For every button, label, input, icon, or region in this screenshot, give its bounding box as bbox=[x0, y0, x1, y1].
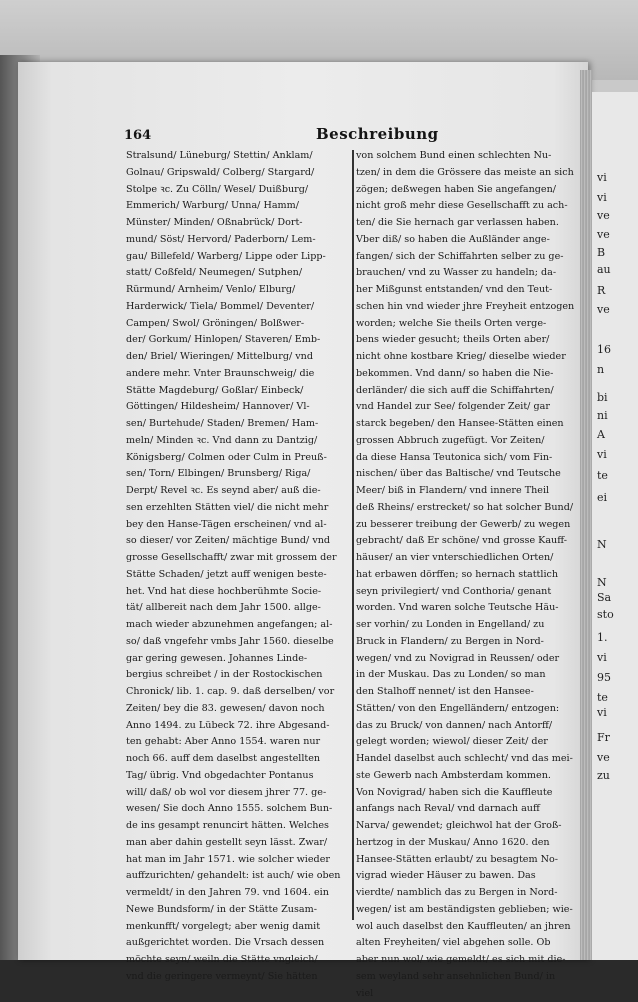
right-text-column bbox=[356, 148, 574, 1002]
text-line: häuser/ an vier vnterschiedlichen Orten/ bbox=[356, 550, 574, 567]
text-line: so/ daß vngefehr vmbs Jahr 1560. dieselbe bbox=[126, 634, 350, 651]
page-edges bbox=[580, 70, 592, 960]
next-page-text-fragment: 95 bbox=[597, 672, 611, 683]
text-line: sen/ Torn/ Elbingen/ Brunsberg/ Riga/ bbox=[126, 466, 350, 483]
next-page-text-fragment: B bbox=[597, 247, 605, 258]
next-page-text-fragment: Fr bbox=[597, 732, 610, 743]
text-line: schen hin vnd wieder jhre Freyheit entzogen bbox=[356, 299, 574, 316]
text-line: Harderwick/ Tiela/ Bommel/ Deventer/ bbox=[126, 299, 350, 316]
text-line: vermeldt/ in den Jahren 79. vnd 1604. ein bbox=[126, 885, 350, 902]
text-line: hat erbawen dörffen; so hernach stattlich bbox=[356, 567, 574, 584]
text-line: Stolpe ꝛc. Zu Cölln/ Wesel/ Duißburg/ bbox=[126, 182, 350, 199]
text-line: Vber diß/ so haben die Außländer ange- bbox=[356, 232, 574, 249]
next-page-text-fragment: N bbox=[597, 577, 607, 588]
next-page-text-fragment: ve bbox=[597, 210, 610, 221]
text-line: Newe Bundsform/ in der Stätte Zusam- bbox=[126, 902, 350, 919]
text-line: Campen/ Swol/ Gröningen/ Bolßwer- bbox=[126, 316, 350, 333]
next-page-text-fragment: 1. bbox=[597, 632, 608, 643]
text-line: nicht ohne kostbare Krieg/ dieselbe wieder bbox=[356, 349, 574, 366]
text-line: grosse Gesellschafft/ zwar mit grossem der bbox=[126, 550, 350, 567]
text-line: worden; welche Sie theils Orten verge- bbox=[356, 316, 574, 333]
text-line: möchte seyn/ weiln die Stätte vngleich/ bbox=[126, 952, 350, 969]
text-line: tzen/ in dem die Grössere das meiste an sich bbox=[356, 165, 574, 182]
text-line: deß Rheins/ erstrecket/ so hat solcher Bund/ bbox=[356, 500, 574, 517]
next-page-text-fragment: te bbox=[597, 470, 608, 481]
page-number: 164 bbox=[124, 128, 151, 143]
text-line: das zu Bruck/ von dannen/ nach Antorff/ bbox=[356, 718, 574, 735]
text-line: so dieser/ vor Zeiten/ mächtige Bund/ vnd bbox=[126, 533, 350, 550]
text-line: Stätten/ von den Engelländern/ entzogen: bbox=[356, 701, 574, 718]
text-line: ste Gewerb nach Ambsterdam kommen. bbox=[356, 768, 574, 785]
text-line: gebracht/ daß Er schöne/ vnd grosse Kauff- bbox=[356, 533, 574, 550]
next-page-fragment bbox=[592, 92, 638, 960]
text-line: Narva/ gewendet; gleichwol hat der Groß- bbox=[356, 818, 574, 835]
text-line: will/ daß/ ob wol vor diesem jhrer 77. ge- bbox=[126, 785, 350, 802]
text-line: Hansee-Stätten erlaubt/ zu besagtem No- bbox=[356, 852, 574, 869]
next-page-text-fragment: n bbox=[597, 364, 604, 375]
text-line: gelegt worden; wiewol/ dieser Zeit/ der bbox=[356, 734, 574, 751]
next-page-text-fragment: ve bbox=[597, 229, 610, 240]
text-line: Tag/ übrig. Vnd obgedachter Pontanus bbox=[126, 768, 350, 785]
left-text-column bbox=[126, 148, 350, 986]
text-line: derländer/ die sich auff die Schiffahrten/ bbox=[356, 383, 574, 400]
text-line: her Mißgunst entstanden/ vnd den Teut- bbox=[356, 282, 574, 299]
text-line: wol auch daselbst den Kauffleuten/ an jhren bbox=[356, 919, 574, 936]
text-line: wesen/ Sie doch Anno 1555. solchem Bun- bbox=[126, 801, 350, 818]
text-line: nicht groß mehr diese Gesellschafft zu ach- bbox=[356, 198, 574, 215]
text-line: den/ Briel/ Wieringen/ Mittelburg/ vnd bbox=[126, 349, 350, 366]
text-line: Bruck in Flandern/ zu Bergen in Nord- bbox=[356, 634, 574, 651]
text-line: seyn privilegiert/ vnd Conthoria/ genant bbox=[356, 584, 574, 601]
text-line: den Stalhoff nennet/ ist den Hansee- bbox=[356, 684, 574, 701]
text-line: Stätte Magdeburg/ Goßlar/ Einbeck/ bbox=[126, 383, 350, 400]
text-line: starck begeben/ den Hansee-Stätten einen bbox=[356, 416, 574, 433]
text-line: mach wieder abzunehmen angefangen; al- bbox=[126, 617, 350, 634]
text-line: bergius schreibet / in der Rostockischen bbox=[126, 667, 350, 684]
text-line: ten gehabt: Aber Anno 1554. waren nur bbox=[126, 734, 350, 751]
text-line: fangen/ sich der Schiffahrten selber zu ge- bbox=[356, 249, 574, 266]
text-line: hat man im Jahr 1571. wie solcher wieder bbox=[126, 852, 350, 869]
column-divider bbox=[352, 150, 354, 920]
text-line: Anno 1494. zu Lübeck 72. ihre Abgesand- bbox=[126, 718, 350, 735]
text-line: mund/ Söst/ Hervord/ Paderborn/ Lem- bbox=[126, 232, 350, 249]
text-line: Königsberg/ Colmen oder Culm in Preuß- bbox=[126, 450, 350, 467]
text-line: Stätte Schaden/ jetzt auff wenigen beste- bbox=[126, 567, 350, 584]
running-head: Beschreibung bbox=[316, 125, 439, 143]
next-page-text-fragment: ve bbox=[597, 304, 610, 315]
next-page-text-fragment: te bbox=[597, 692, 608, 703]
text-line: Göttingen/ Hildesheim/ Hannover/ Vl- bbox=[126, 399, 350, 416]
next-page-text-fragment: N bbox=[597, 539, 607, 550]
text-line: meln/ Minden ꝛc. Vnd dann zu Dantzig/ bbox=[126, 433, 350, 450]
next-page-text-fragment: vi bbox=[597, 172, 607, 183]
text-line: gau/ Billefeld/ Warberg/ Lippe oder Lipp- bbox=[126, 249, 350, 266]
text-line: Emmerich/ Warburg/ Unna/ Hamm/ bbox=[126, 198, 350, 215]
text-line: aber nun wol/ wie gemeldt/ es sich mit die- bbox=[356, 952, 574, 969]
text-line: Stralsund/ Lüneburg/ Stettin/ Anklam/ bbox=[126, 148, 350, 165]
text-line: de ins gesampt renuncirt hätten. Welches bbox=[126, 818, 350, 835]
text-line: Golnau/ Gripswald/ Colberg/ Stargard/ bbox=[126, 165, 350, 182]
text-line: bey den Hanse-Tägen erscheinen/ vnd al- bbox=[126, 517, 350, 534]
text-line: tät/ allbereit nach dem Jahr 1500. allge- bbox=[126, 600, 350, 617]
text-line: alten Freyheiten/ viel abgehen solle. Ob bbox=[356, 935, 574, 952]
text-line: Derpt/ Revel ꝛc. Es seynd aber/ auß die- bbox=[126, 483, 350, 500]
next-page-text-fragment: bi bbox=[597, 392, 608, 403]
text-line: sem weyland sehr ansehnlichen Bund/ in bbox=[356, 969, 574, 986]
next-page-text-fragment: ve bbox=[597, 752, 610, 763]
text-line: außgerichtet worden. Die Vrsach dessen bbox=[126, 935, 350, 952]
next-page-text-fragment: Sa bbox=[597, 592, 611, 603]
text-line: Meer/ biß in Flandern/ vnd innere Theil bbox=[356, 483, 574, 500]
text-line: Handel daselbst auch schlecht/ vnd das mei- bbox=[356, 751, 574, 768]
text-line: wegen/ vnd zu Novigrad in Reussen/ oder bbox=[356, 651, 574, 668]
text-line: bekommen. Vnd dann/ so haben die Nie- bbox=[356, 366, 574, 383]
text-line: gar gering gewesen. Johannes Linde- bbox=[126, 651, 350, 668]
text-line: noch 66. auff dem daselbst angestellten bbox=[126, 751, 350, 768]
next-page-text-fragment: vi bbox=[597, 449, 607, 460]
next-page-text-fragment: ni bbox=[597, 410, 608, 421]
next-page-text-fragment: au bbox=[597, 264, 611, 275]
text-line: brauchen/ vnd zu Wasser zu handeln; da- bbox=[356, 265, 574, 282]
text-line: zu besserer treibung der Gewerb/ zu wegen bbox=[356, 517, 574, 534]
text-line: Rürmund/ Arnheim/ Venlo/ Elburg/ bbox=[126, 282, 350, 299]
text-line: anfangs nach Reval/ vnd darnach auff bbox=[356, 801, 574, 818]
next-page-text-fragment: ei bbox=[597, 492, 607, 503]
text-line: auffzurichten/ gehandelt: ist auch/ wie oben bbox=[126, 868, 350, 885]
text-line: in der Muskau. Das zu Londen/ so man bbox=[356, 667, 574, 684]
text-line: Chronick/ lib. 1. cap. 9. daß derselben/ vor bbox=[126, 684, 350, 701]
text-line: zögen; deßwegen haben Sie angefangen/ bbox=[356, 182, 574, 199]
text-line: vnd die geringere vermeynt/ Sie hätten bbox=[126, 969, 350, 986]
text-line: worden. Vnd waren solche Teutsche Häu- bbox=[356, 600, 574, 617]
next-page-text-fragment: vi bbox=[597, 192, 607, 203]
text-line: statt/ Coßfeld/ Neumegen/ Sutphen/ bbox=[126, 265, 350, 282]
text-line: von solchem Bund einen schlechten Nu- bbox=[356, 148, 574, 165]
text-line: ten/ die Sie hernach gar verlassen haben. bbox=[356, 215, 574, 232]
text-line: het. Vnd hat diese hochberühmte Socie- bbox=[126, 584, 350, 601]
page-header bbox=[120, 128, 580, 148]
text-line: bens wieder gesucht; theils Orten aber/ bbox=[356, 332, 574, 349]
next-page-text-fragment: vi bbox=[597, 652, 607, 663]
text-line: sen erzehlten Stätten viel/ die nicht mehr bbox=[126, 500, 350, 517]
next-page-text-fragment: sto bbox=[597, 609, 614, 620]
text-line: der/ Gorkum/ Hinlopen/ Staveren/ Emb- bbox=[126, 332, 350, 349]
text-line: sen/ Burtehude/ Staden/ Bremen/ Ham- bbox=[126, 416, 350, 433]
text-line: nischen/ über das Baltische/ vnd Teutsche bbox=[356, 466, 574, 483]
text-line: Zeiten/ bey die 83. gewesen/ davon noch bbox=[126, 701, 350, 718]
text-line: man aber dahin gestellt seyn lässt. Zwar/ bbox=[126, 835, 350, 852]
text-line: hertzog in der Muskau/ Anno 1620. den bbox=[356, 835, 574, 852]
text-line: vigrad wieder Häuser zu bawen. Das bbox=[356, 868, 574, 885]
text-line: viel bbox=[356, 986, 574, 1002]
text-line: andere mehr. Vnter Braunschweig/ die bbox=[126, 366, 350, 383]
text-line: ser vorhin/ zu Londen in Engelland/ zu bbox=[356, 617, 574, 634]
text-line: vierdte/ namblich das zu Bergen in Nord- bbox=[356, 885, 574, 902]
next-page-text-fragment: 16 bbox=[597, 344, 611, 355]
next-page-text-fragment: vi bbox=[597, 707, 607, 718]
next-page-text-fragment: zu bbox=[597, 770, 610, 781]
text-line: menkunfft/ vorgelegt; aber wenig damit bbox=[126, 919, 350, 936]
text-line: da diese Hansa Teutonica sich/ vom Fin- bbox=[356, 450, 574, 467]
text-line: vnd Handel zur See/ folgender Zeit/ gar bbox=[356, 399, 574, 416]
text-line: Münster/ Minden/ Oßnabrück/ Dort- bbox=[126, 215, 350, 232]
text-line: Von Novigrad/ haben sich die Kauffleute bbox=[356, 785, 574, 802]
next-page-text-fragment: R bbox=[597, 285, 605, 296]
text-line: grossen Abbruch zugefügt. Vor Zeiten/ bbox=[356, 433, 574, 450]
next-page-text-fragment: A bbox=[597, 429, 605, 440]
text-line: wegen/ ist am beständigsten geblieben; wie- bbox=[356, 902, 574, 919]
